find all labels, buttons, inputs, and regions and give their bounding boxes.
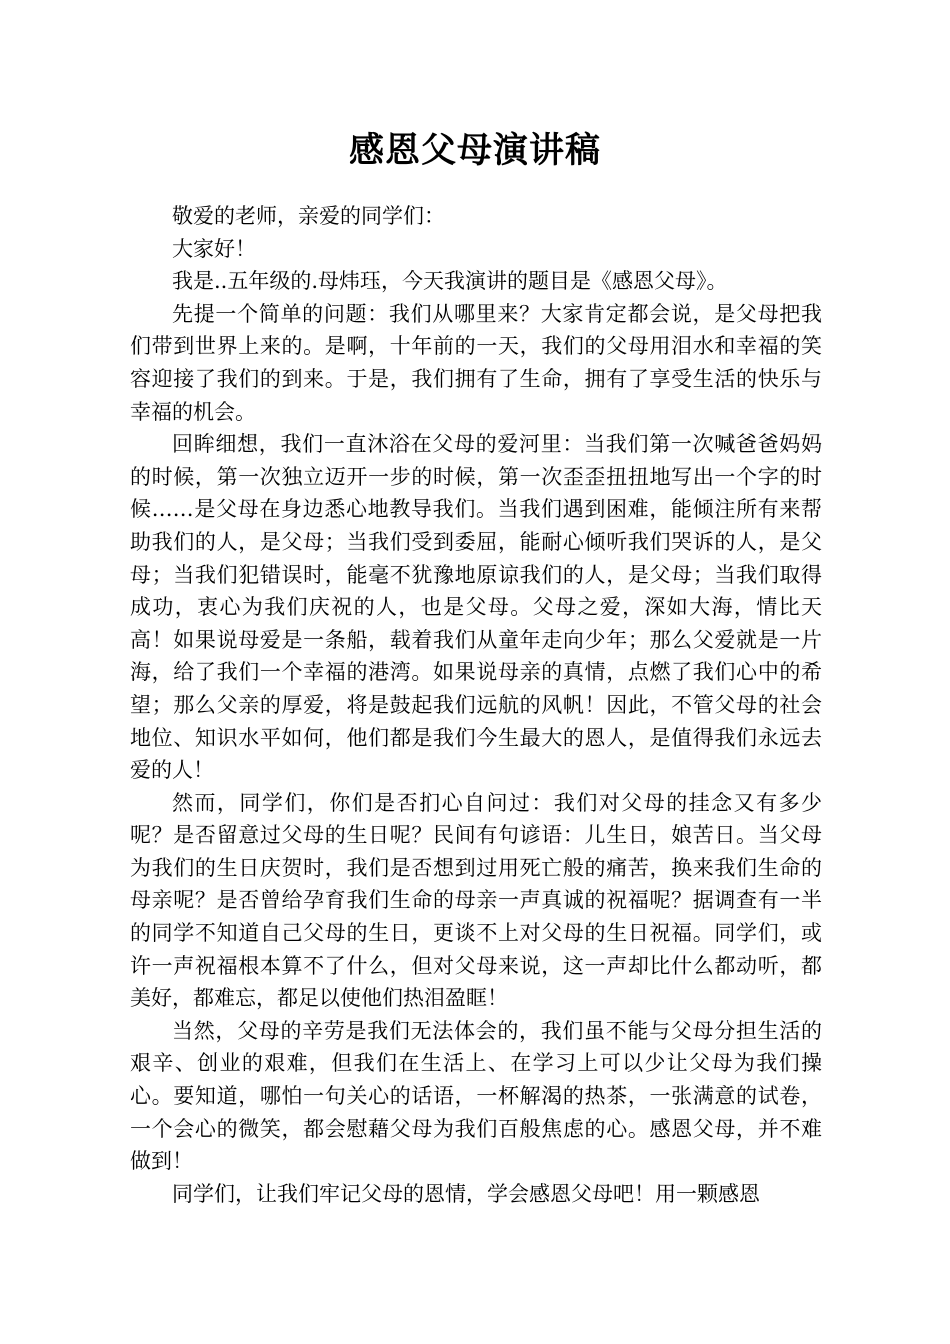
paragraph-greeting: 大家好！ — [172, 236, 256, 261]
document-body — [130, 200, 822, 1210]
paragraph-birthday: 然而，同学们，你们是否扪心自问过：我们对父母的挂念又有多少呢？是否留意过父母的生日呢？民间有句谚语：儿生日，娘苦日。当父母为我们的生日庆贺时，我们是否想到过用死亡般的痛苦，换来我们生命的母亲呢？是否曾给孕育我们生命的母亲一声真诚的祝福呢？据调查有一半的同学不知道自己父母的生日，更谈不上对父母的生日祝福。同学们，或许一声祝福根本算不了什么，但对父母来说，这一声却比什么都动听，都美好，都难忘，都足以使他们热泪盈眶！ — [130, 790, 822, 1011]
paragraph-salutation: 敬爱的老师，亲爱的同学们： — [172, 204, 445, 228]
paragraph-question: 先提一个简单的问题：我们从哪里来？大家肯定都会说，是父母把我们带到世界上来的。是啊，十年前的一天，我们的父母用泪水和幸福的笑容迎接了我们的到来。于是，我们拥有了生命，拥有了享受生活的快乐与幸福的机会。 — [130, 301, 822, 424]
paragraph-introduction: 我是..五年级的.母炜珏，今天我演讲的题目是《感恩父母》。 — [172, 269, 728, 294]
document-title: 感恩父母演讲稿 — [348, 131, 601, 171]
paragraph-gratitude-action: 当然，父母的辛劳是我们无法体会的，我们虽不能与父母分担生活的艰辛、创业的艰难，但我们在生活上、在学习上可以少让父母为我们操心。要知道，哪怕一句关心的话语，一杯解渴的热茶，一张满意的试卷，一个会心的微笑，都会慰藉父母为我们百般焦虑的心。感恩父母，并不难做到！ — [130, 1018, 822, 1174]
paragraph-parental-love: 回眸细想，我们一直沐浴在父母的爱河里：当我们第一次喊爸爸妈妈的时候，第一次独立迈开一步的时候，第一次歪歪扭扭地写出一个字的时候……是父母在身边悉心地教导我们。当我们遇到困难，能倾注所有来帮助我们的人，是父母；当我们受到委屈，能耐心倾听我们哭诉的人，是父母；当我们犯错误时，能毫不犹豫地原谅我们的人，是父母；当我们取得成功，衷心为我们庆祝的人，也是父母。父母之爱，深如大海，情比天高！如果说母爱是一条船，载着我们从童年走向少年；那么父爱就是一片海，给了我们一个幸福的港湾。如果说母亲的真情，点燃了我们心中的希望；那么父亲的厚爱，将是鼓起我们远航的风帆！因此，不管父母的社会地位、知识水平如何，他们都是我们今生最大的恩人，是值得我们永远去爱的人！ — [130, 432, 822, 783]
paragraph-closing: 同学们，让我们牢记父母的恩情，学会感恩父母吧！用一颗感恩 — [172, 1181, 760, 1206]
